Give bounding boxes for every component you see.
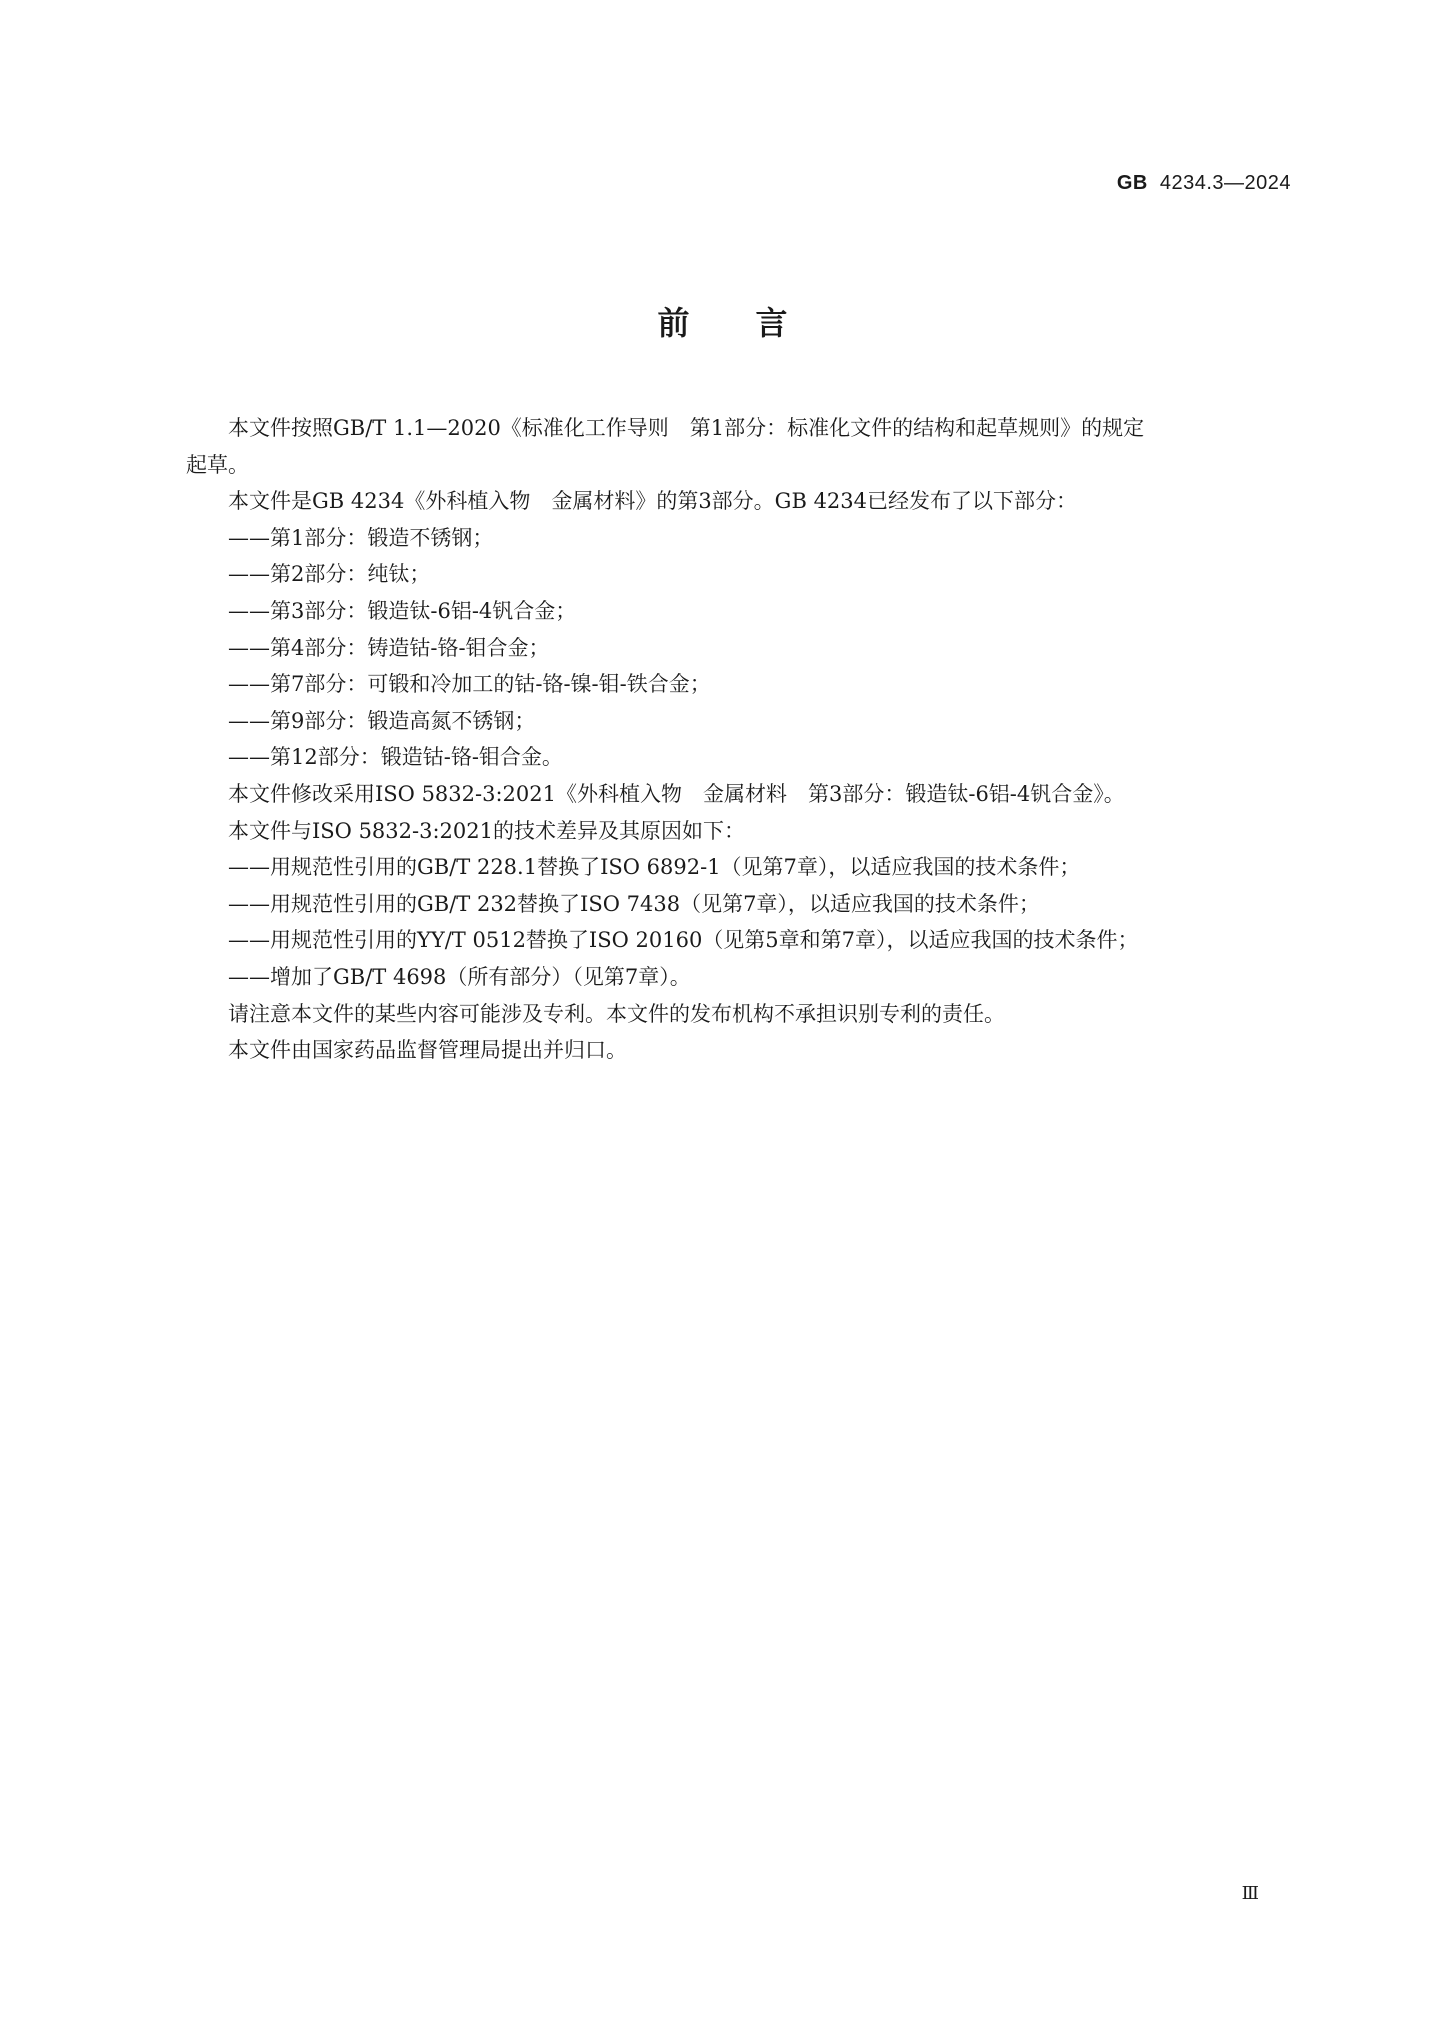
list-item-part: ——第1部分：锻造不锈钢； — [228, 525, 494, 550]
standard-number — [1117, 172, 1291, 195]
list-item-part: ——第7部分：可锻和冷加工的钴-铬-镍-钼-铁合金； — [228, 672, 711, 697]
list-item-part: ——第9部分：锻造高氮不锈钢； — [228, 708, 536, 733]
paragraph-series-intro: 本文件是GB 4234《外科植入物 金属材料》的第3部分。GB 4234已经发布了以下部分： — [228, 489, 1078, 514]
paragraph-patent-notice: 请注意本文件的某些内容可能涉及专利。本文件的发布机构不承担识别专利的责任。 — [228, 1001, 1005, 1026]
list-item-difference: ——用规范性引用的YY/T 0512替换了ISO 20160（见第5章和第7章），以适应我国的技术条件； — [228, 928, 1139, 953]
list-item-difference: ——用规范性引用的GB/T 232替换了ISO 7438（见第7章），以适应我国的技术条件； — [228, 891, 1040, 916]
standard-prefix: GB — [1116, 172, 1148, 194]
paragraph-drafting-rules: 本文件按照GB/T 1.1—2020《标准化工作导则 第1部分：标准化文件的结构和起草规则》的规定 — [228, 416, 1145, 440]
list-item-difference: ——增加了GB/T 4698（所有部分）（见第7章）。 — [228, 964, 691, 989]
page-number: Ⅲ — [1241, 1883, 1259, 1904]
paragraph-differences-intro: 本文件与ISO 5832-3:2021的技术差异及其原因如下： — [228, 818, 745, 843]
page-title: 前言 — [657, 304, 854, 342]
paragraph-proposer: 本文件由国家药品监督管理局提出并归口。 — [228, 1038, 627, 1063]
list-item-difference: ——用规范性引用的GB/T 228.1替换了ISO 6892-1（见第7章），以适应我国的技术条件； — [228, 855, 1081, 880]
list-item-part: ——第12部分：锻造钴-铬-钼合金。 — [228, 745, 563, 770]
list-item-part: ——第3部分：锻造钛-6铝-4钒合金； — [228, 598, 577, 623]
paragraph-drafting-rules-continued: 起草。 — [186, 452, 249, 477]
foreword-body — [186, 410, 1294, 1069]
paragraph-adoption: 本文件修改采用ISO 5832-3:2021《外科植入物 金属材料 第3部分：锻造钛-6铝-4钒合金》。 — [228, 781, 1125, 806]
standard-code: 4234.3—2024 — [1159, 172, 1291, 194]
list-item-part: ——第4部分：铸造钴-铬-钼合金； — [228, 635, 550, 660]
list-item-part: ——第2部分：纯钛； — [228, 562, 431, 587]
